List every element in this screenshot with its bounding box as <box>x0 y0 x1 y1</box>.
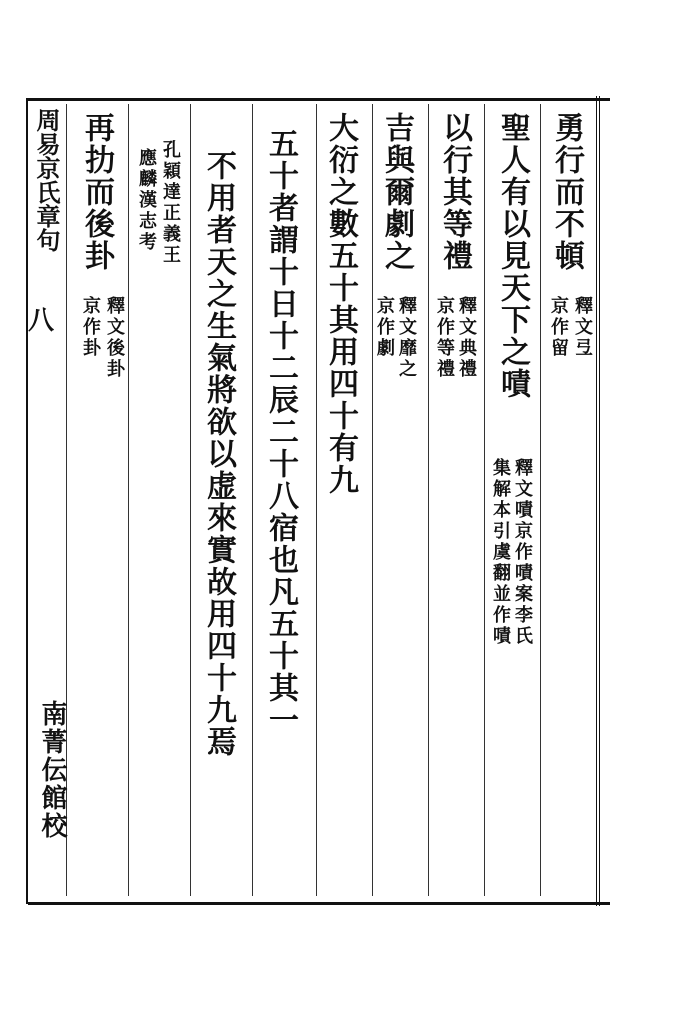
leaf-number: 八 <box>28 306 55 336</box>
column-rule <box>316 104 317 896</box>
publisher-colophon: 南菁伝館校 <box>37 700 67 840</box>
frame-bottom-border <box>28 902 610 905</box>
text-column-main: 五十者謂十日十二辰二十八宿也凡五十其一 <box>263 128 298 736</box>
text-column-main: 再扐而後卦 <box>79 112 114 272</box>
column-rule <box>484 104 485 896</box>
text-column-main: 吉與爾劇之 <box>379 112 414 272</box>
frame-right-border <box>596 96 600 906</box>
text-column-note: 集解本引虞翻並作嘖 <box>490 458 511 647</box>
text-column-note: 釋文靡之 <box>396 296 417 380</box>
column-rule <box>428 104 429 896</box>
text-column-note: 京作留 <box>548 296 569 359</box>
text-column-note: 應麟漢志考 <box>136 148 157 253</box>
column-rule <box>372 104 373 896</box>
column-rule <box>540 104 541 896</box>
column-rule <box>252 104 253 896</box>
text-column-main: 大衍之數五十其用四十有九 <box>323 112 358 496</box>
text-column-note: 釋文典禮 <box>456 296 477 380</box>
column-rule <box>128 104 129 896</box>
text-column-note: 京作等禮 <box>434 296 455 380</box>
text-column-note: 孔穎達正義王 <box>160 140 181 266</box>
text-column-main: 勇行而不頓 <box>549 112 584 272</box>
frame-top-border <box>28 98 610 101</box>
frame-left-border <box>26 98 28 904</box>
text-column-note: 京作卦 <box>80 296 101 359</box>
text-column-note: 京作劇 <box>374 296 395 359</box>
book-title: 周易京氏章句 <box>32 108 61 252</box>
text-column-note: 釋文弖 <box>572 296 593 359</box>
text-column-main: 聖人有以見天下之嘖 <box>495 112 530 400</box>
column-rule <box>190 104 191 896</box>
text-column-note: 釋文嘖京作嘖案李氏 <box>512 458 533 647</box>
text-column-main: 以行其等禮 <box>437 112 472 272</box>
text-column-note: 釋文後卦 <box>104 296 125 380</box>
text-column-main: 不用者天之生氣將欲以虚來實故用四十九焉 <box>201 150 236 758</box>
